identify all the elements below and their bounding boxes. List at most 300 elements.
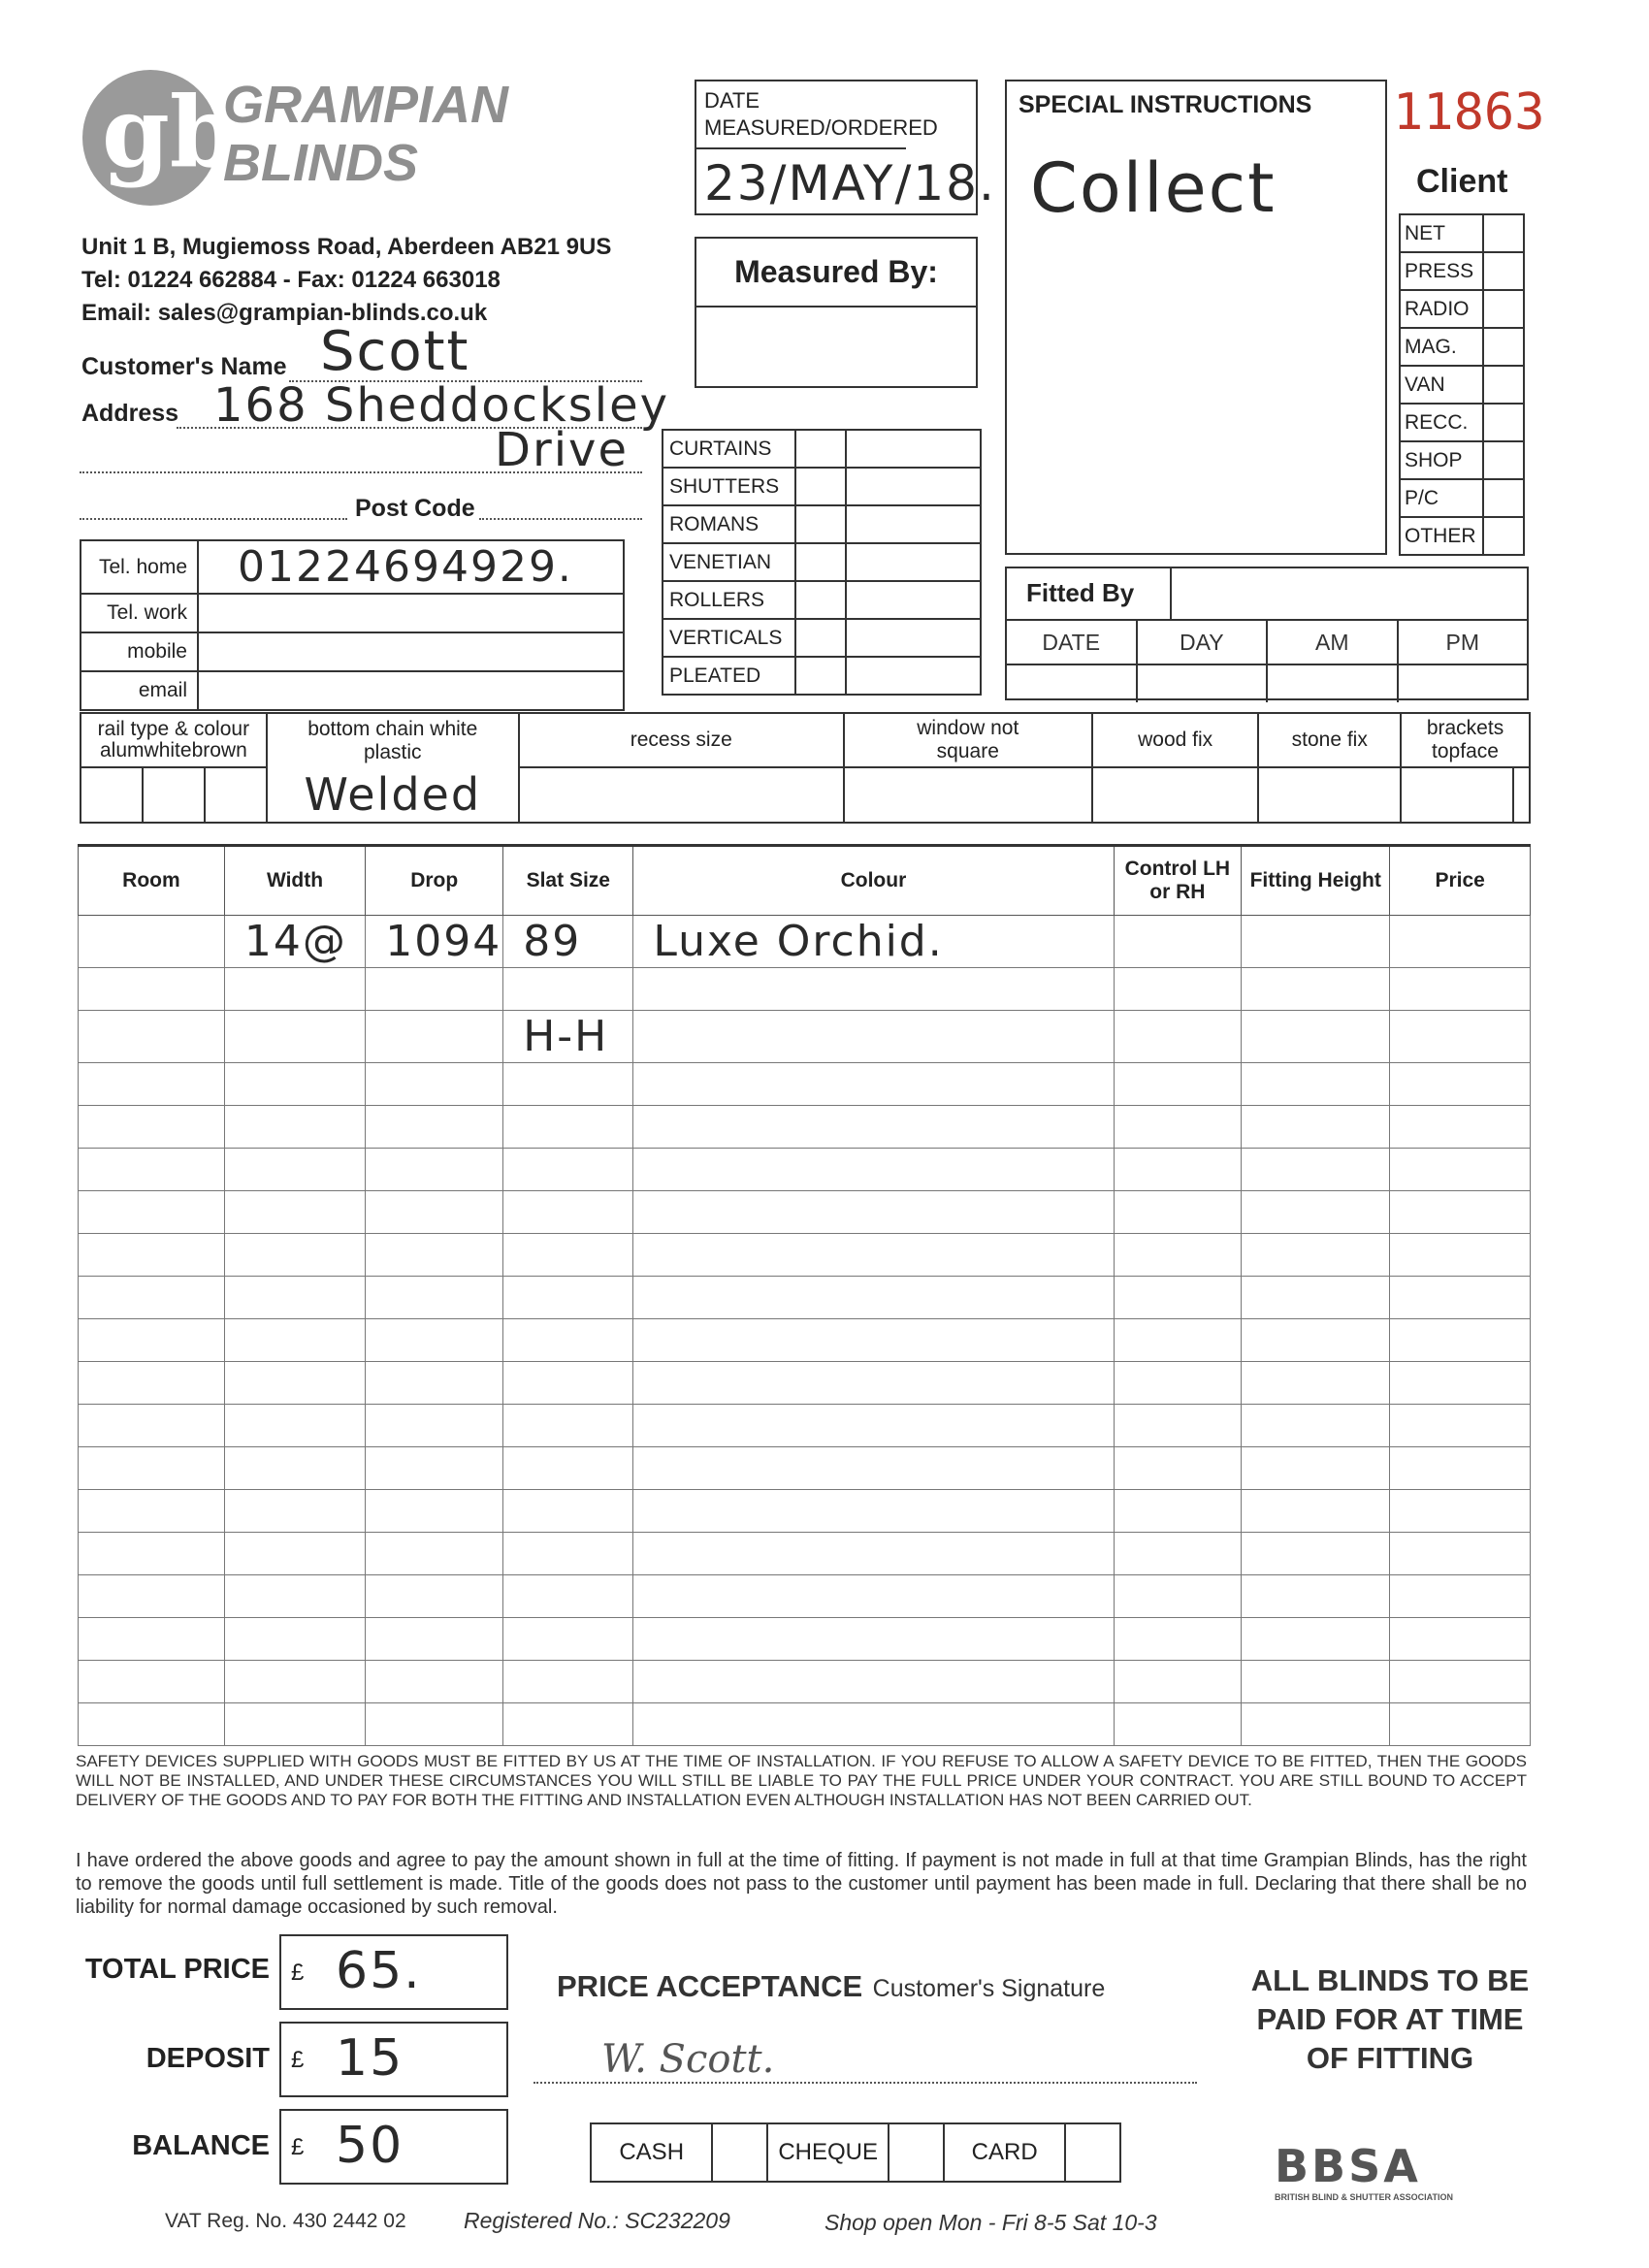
balance-label: BALANCE: [132, 2130, 270, 2161]
blind-type-notes[interactable]: [846, 543, 981, 581]
client-source-checkbox[interactable]: [1483, 517, 1524, 555]
order-row: [79, 1063, 1531, 1106]
fitted-by-column-value[interactable]: [1007, 665, 1138, 702]
order-cell[interactable]: [1390, 1149, 1531, 1191]
client-source-checkbox[interactable]: [1483, 252, 1524, 290]
blind-type-row: [663, 543, 981, 581]
order-cell[interactable]: [1114, 1447, 1242, 1490]
order-cell[interactable]: [224, 968, 365, 1011]
signature-line: [534, 2082, 1197, 2084]
payment-method-checkbox[interactable]: [889, 2123, 944, 2182]
order-cell[interactable]: [1114, 1405, 1242, 1447]
order-cell[interactable]: [366, 968, 503, 1011]
order-cell[interactable]: 1094: [366, 916, 503, 968]
contact-label: Tel. home: [81, 540, 198, 594]
order-cell[interactable]: [366, 1490, 503, 1533]
order-cell[interactable]: [1114, 1319, 1242, 1362]
client-source-row: [1400, 517, 1524, 555]
bottom-chain-label: bottom chain white plastic: [267, 713, 519, 767]
order-cell[interactable]: H-H: [503, 1011, 633, 1063]
order-cell[interactable]: [633, 1063, 1114, 1106]
blind-type-notes[interactable]: [846, 468, 981, 505]
order-row: [79, 1661, 1531, 1703]
order-cell[interactable]: [1390, 1319, 1531, 1362]
order-column-header: Colour: [633, 846, 1114, 916]
order-row: [79, 1703, 1531, 1746]
order-cell[interactable]: [1242, 1575, 1390, 1618]
order-cell[interactable]: [1242, 1447, 1390, 1490]
order-cell[interactable]: [1114, 1277, 1242, 1319]
order-cell[interactable]: [224, 1063, 365, 1106]
client-source-checkbox[interactable]: [1483, 404, 1524, 441]
order-row: [79, 1234, 1531, 1277]
order-cell[interactable]: [366, 1447, 503, 1490]
order-cell[interactable]: [503, 1277, 633, 1319]
total-currency: £: [291, 1960, 305, 1986]
special-instructions-label: SPECIAL INSTRUCTIONS: [1018, 91, 1312, 118]
order-cell[interactable]: [1114, 916, 1242, 968]
total-price-value[interactable]: 65.: [336, 1942, 422, 2000]
blind-type-notes[interactable]: [846, 430, 981, 468]
blind-type-label: ROMANS: [663, 505, 795, 543]
order-row: [79, 916, 1531, 968]
order-cell[interactable]: [503, 1490, 633, 1533]
order-cell[interactable]: [1242, 1319, 1390, 1362]
special-instructions-value[interactable]: Collect: [1030, 148, 1277, 228]
order-cell[interactable]: [224, 1277, 365, 1319]
order-cell[interactable]: [79, 1618, 225, 1661]
blind-type-checkbox[interactable]: [795, 657, 846, 695]
client-source-label: RECC.: [1400, 404, 1483, 441]
order-cell[interactable]: [79, 1011, 225, 1063]
order-row: [79, 1447, 1531, 1490]
price-acceptance-label: PRICE ACCEPTANCE: [557, 1969, 863, 2003]
order-cell[interactable]: [366, 1063, 503, 1106]
order-cell[interactable]: [1114, 1490, 1242, 1533]
client-source-row: [1400, 252, 1524, 290]
order-cell[interactable]: [503, 1447, 633, 1490]
order-cell[interactable]: [633, 1405, 1114, 1447]
order-cell[interactable]: [1390, 1106, 1531, 1149]
order-cell[interactable]: [366, 1661, 503, 1703]
total-price-label: TOTAL PRICE: [84, 1954, 270, 1985]
client-source-checkbox[interactable]: [1483, 214, 1524, 252]
order-cell[interactable]: [224, 1234, 365, 1277]
order-cell[interactable]: [1242, 1234, 1390, 1277]
price-acceptance: [557, 1969, 1105, 2004]
payment-method-label: CASH: [591, 2123, 712, 2182]
order-cell[interactable]: [1390, 1362, 1531, 1405]
order-cell[interactable]: [633, 1703, 1114, 1746]
order-cell[interactable]: [366, 1575, 503, 1618]
order-cell[interactable]: [224, 1533, 365, 1575]
order-cell[interactable]: [503, 968, 633, 1011]
order-cell[interactable]: [633, 1011, 1114, 1063]
blind-type-row: [663, 619, 981, 657]
order-cell[interactable]: [79, 1575, 225, 1618]
order-cell[interactable]: [503, 1319, 633, 1362]
order-cell[interactable]: [503, 1149, 633, 1191]
options-table: [80, 712, 1531, 824]
order-cell[interactable]: [633, 1533, 1114, 1575]
date-value[interactable]: 23/MAY/18.: [704, 155, 996, 211]
date-box: [695, 80, 996, 215]
order-cell[interactable]: [503, 1618, 633, 1661]
measured-by-value[interactable]: [696, 308, 976, 375]
order-cell[interactable]: [1242, 1277, 1390, 1319]
order-cell[interactable]: [1390, 1447, 1531, 1490]
order-column-header: Fitting Height: [1242, 846, 1390, 916]
order-row: [79, 1277, 1531, 1319]
balance-box: [279, 2109, 508, 2185]
postcode-line: [479, 518, 642, 520]
order-cell[interactable]: [1390, 1618, 1531, 1661]
order-cell[interactable]: [366, 1234, 503, 1277]
order-cell[interactable]: [1390, 1277, 1531, 1319]
brown-value[interactable]: [205, 767, 267, 823]
fitted-by-column-value[interactable]: [1138, 665, 1269, 702]
measured-by-box: [695, 237, 978, 388]
order-cell[interactable]: 14@: [224, 916, 365, 968]
order-cell[interactable]: [79, 1490, 225, 1533]
blind-type-notes[interactable]: [846, 619, 981, 657]
client-source-checkbox[interactable]: [1483, 328, 1524, 366]
order-cell[interactable]: [366, 1277, 503, 1319]
order-cell[interactable]: [1114, 968, 1242, 1011]
order-cell[interactable]: [1242, 916, 1390, 968]
order-cell[interactable]: [503, 1106, 633, 1149]
blind-type-notes[interactable]: [846, 581, 981, 619]
order-cell[interactable]: [1114, 1234, 1242, 1277]
order-cell[interactable]: [1114, 1575, 1242, 1618]
blind-type-checkbox[interactable]: [795, 468, 846, 505]
recess-size-label: recess size: [519, 713, 844, 767]
client-source-label: VAN: [1400, 366, 1483, 404]
order-cell[interactable]: [633, 1490, 1114, 1533]
client-source-label: NET: [1400, 214, 1483, 252]
special-instructions-box: [1005, 80, 1387, 555]
order-cell[interactable]: [224, 1490, 365, 1533]
deposit-label: DEPOSIT: [146, 2043, 270, 2074]
client-source-checkbox[interactable]: [1483, 441, 1524, 479]
order-row: [79, 1191, 1531, 1234]
order-cell[interactable]: [633, 1319, 1114, 1362]
order-cell[interactable]: [366, 1191, 503, 1234]
order-cell[interactable]: [1390, 1661, 1531, 1703]
order-cell[interactable]: [224, 1618, 365, 1661]
payment-method-label: CARD: [944, 2123, 1065, 2182]
contact-value[interactable]: [198, 671, 624, 710]
rail-type-header: [81, 713, 267, 767]
order-cell[interactable]: [224, 1703, 365, 1746]
order-cell[interactable]: [79, 916, 225, 968]
order-cell[interactable]: [1114, 1618, 1242, 1661]
order-cell[interactable]: [79, 1277, 225, 1319]
postcode-label: Post Code: [355, 495, 475, 522]
order-cell[interactable]: [1242, 1533, 1390, 1575]
contact-label: Tel. work: [81, 594, 198, 632]
blind-type-checkbox[interactable]: [795, 543, 846, 581]
order-cell[interactable]: [224, 1661, 365, 1703]
fitted-by-column-header: DATE: [1007, 621, 1138, 664]
order-cell[interactable]: [224, 1011, 365, 1063]
order-cell[interactable]: [79, 1533, 225, 1575]
order-cell[interactable]: [503, 1533, 633, 1575]
order-cell[interactable]: 89: [503, 916, 633, 968]
fitted-by-column-value[interactable]: [1268, 665, 1399, 702]
blind-type-label: VERTICALS: [663, 619, 795, 657]
payment-method-checkbox[interactable]: [1065, 2123, 1120, 2182]
brackets-top-label: top: [1432, 740, 1461, 762]
address-line1-value[interactable]: 168 Sheddocksley: [213, 378, 670, 433]
order-cell[interactable]: [1242, 1191, 1390, 1234]
order-cell[interactable]: [366, 1618, 503, 1661]
stone-fix-value[interactable]: [1258, 767, 1401, 823]
order-cell[interactable]: [1114, 1106, 1242, 1149]
order-cell[interactable]: [79, 1106, 225, 1149]
window-not-square-value[interactable]: [844, 767, 1092, 823]
blind-type-label: PLEATED: [663, 657, 795, 695]
fitted-by-value[interactable]: [1172, 568, 1527, 619]
order-column-header: Drop: [366, 846, 503, 916]
order-cell[interactable]: [1242, 1362, 1390, 1405]
order-row: [79, 1106, 1531, 1149]
white-value[interactable]: [143, 767, 205, 823]
blind-type-notes[interactable]: [846, 505, 981, 543]
order-cell[interactable]: [366, 1319, 503, 1362]
order-cell[interactable]: [633, 1277, 1114, 1319]
deposit-value[interactable]: 15: [336, 2029, 404, 2088]
payment-notice: ALL BLINDS TO BE PAID FOR AT TIME OF FITTING: [1250, 1963, 1530, 2075]
customer-signature-label: Customer's Signature: [872, 1975, 1106, 2002]
order-cell[interactable]: [633, 1362, 1114, 1405]
blind-type-notes[interactable]: [846, 657, 981, 695]
customer-signature[interactable]: W. Scott.: [601, 2037, 775, 2082]
order-cell[interactable]: [1242, 1618, 1390, 1661]
company-name: [223, 76, 508, 192]
order-cell[interactable]: [366, 1703, 503, 1746]
blind-type-checkbox[interactable]: [795, 581, 846, 619]
balance-currency: £: [291, 2134, 305, 2160]
contact-value[interactable]: 01224694929.: [198, 540, 624, 594]
order-cell[interactable]: [79, 1234, 225, 1277]
client-label: Client: [1416, 163, 1508, 200]
brackets-face-value[interactable]: [1513, 767, 1530, 823]
order-cell[interactable]: [1242, 1063, 1390, 1106]
order-cell[interactable]: [1390, 968, 1531, 1011]
order-cell[interactable]: [1390, 1533, 1531, 1575]
order-cell[interactable]: [224, 1575, 365, 1618]
brackets-top-value[interactable]: [1401, 767, 1513, 823]
brackets-face-label: face: [1460, 740, 1499, 762]
order-cell[interactable]: [633, 1191, 1114, 1234]
address-line2-value[interactable]: Drive: [495, 423, 629, 477]
order-cell[interactable]: [633, 1661, 1114, 1703]
payment-method-table: [590, 2122, 1121, 2183]
order-cell[interactable]: [1114, 1149, 1242, 1191]
order-cell[interactable]: [224, 1405, 365, 1447]
window-not-square-label: window not square: [844, 713, 1092, 767]
order-cell[interactable]: [366, 1011, 503, 1063]
order-cell[interactable]: [1242, 1149, 1390, 1191]
order-cell[interactable]: [366, 1106, 503, 1149]
order-cell[interactable]: [224, 1362, 365, 1405]
order-cell[interactable]: [1242, 1405, 1390, 1447]
order-cell[interactable]: [1242, 1703, 1390, 1746]
order-cell[interactable]: [633, 1149, 1114, 1191]
fitted-by-column-header: AM: [1268, 621, 1399, 664]
order-cell[interactable]: [633, 968, 1114, 1011]
order-cell[interactable]: [1114, 1063, 1242, 1106]
blind-type-checkbox[interactable]: [795, 505, 846, 543]
order-cell[interactable]: [1242, 1661, 1390, 1703]
order-cell[interactable]: [1390, 1405, 1531, 1447]
order-cell[interactable]: [1114, 1362, 1242, 1405]
order-cell[interactable]: [1390, 1703, 1531, 1746]
order-cell[interactable]: [503, 1575, 633, 1618]
order-row: [79, 1490, 1531, 1533]
order-cell[interactable]: [79, 968, 225, 1011]
order-row: [79, 968, 1531, 1011]
blind-type-checkbox[interactable]: [795, 619, 846, 657]
order-row: [79, 1405, 1531, 1447]
order-row: [79, 1362, 1531, 1405]
order-cell[interactable]: [79, 1191, 225, 1234]
balance-value[interactable]: 50: [336, 2117, 404, 2175]
blind-type-row: [663, 581, 981, 619]
order-cell[interactable]: [633, 1447, 1114, 1490]
customer-name-value[interactable]: Scott: [320, 320, 470, 383]
deposit-box: [279, 2022, 508, 2097]
contact-row: [81, 540, 624, 594]
company-tel-fax: Tel: 01224 662884 - Fax: 01224 663018: [81, 267, 501, 293]
postcode-pre-line: [80, 518, 347, 520]
fitted-by-column-header: PM: [1445, 630, 1479, 655]
order-cell[interactable]: [633, 1106, 1114, 1149]
fitted-by-column-header: DAY: [1138, 621, 1269, 664]
order-cell[interactable]: [503, 1362, 633, 1405]
blind-type-checkbox[interactable]: [795, 430, 846, 468]
order-cell[interactable]: [1390, 916, 1531, 968]
order-cell[interactable]: [224, 1149, 365, 1191]
contact-row: [81, 671, 624, 710]
client-source-row: [1400, 404, 1524, 441]
order-cell[interactable]: [79, 1703, 225, 1746]
client-source-checkbox[interactable]: [1483, 479, 1524, 517]
order-cell[interactable]: [503, 1063, 633, 1106]
payment-method-label: CHEQUE: [767, 2123, 889, 2182]
blind-type-table: [662, 429, 982, 696]
order-cell[interactable]: [366, 1362, 503, 1405]
alum-label: alum: [100, 739, 145, 761]
order-cell[interactable]: [1390, 1490, 1531, 1533]
wood-fix-value[interactable]: [1092, 767, 1259, 823]
wood-fix-label: wood fix: [1092, 713, 1259, 767]
order-cell[interactable]: [503, 1703, 633, 1746]
order-cell[interactable]: Luxe Orchid.: [633, 916, 1114, 968]
order-cell[interactable]: [1390, 1191, 1531, 1234]
blind-type-label: ROLLERS: [663, 581, 795, 619]
order-cell[interactable]: [633, 1234, 1114, 1277]
order-number: 11863: [1393, 83, 1545, 142]
order-cell[interactable]: [1114, 1703, 1242, 1746]
order-column-header: Price: [1390, 846, 1531, 916]
client-source-row: [1400, 441, 1524, 479]
date-label: DATE MEASURED/ORDERED: [696, 81, 906, 149]
order-column-header: Width: [224, 846, 365, 916]
order-cell[interactable]: [1390, 1011, 1531, 1063]
order-row: [79, 1575, 1531, 1618]
total-price-box: [279, 1934, 508, 2010]
order-cell[interactable]: [224, 1106, 365, 1149]
order-cell[interactable]: [224, 1191, 365, 1234]
order-cell[interactable]: [224, 1319, 365, 1362]
order-cell[interactable]: [79, 1405, 225, 1447]
order-cell[interactable]: [366, 1149, 503, 1191]
order-cell[interactable]: [633, 1575, 1114, 1618]
company-logo: [82, 70, 238, 206]
client-source-checkbox[interactable]: [1483, 366, 1524, 404]
order-cell[interactable]: [79, 1447, 225, 1490]
order-cell[interactable]: [633, 1618, 1114, 1661]
order-cell[interactable]: [503, 1405, 633, 1447]
order-cell[interactable]: [1114, 1191, 1242, 1234]
company-name-line2: BLINDS: [223, 134, 418, 192]
order-cell[interactable]: [1114, 1661, 1242, 1703]
order-cell[interactable]: [1242, 1490, 1390, 1533]
payment-method-checkbox[interactable]: [712, 2123, 767, 2182]
stone-fix-label: stone fix: [1258, 713, 1401, 767]
contact-value[interactable]: [198, 594, 624, 632]
order-cell[interactable]: [1390, 1575, 1531, 1618]
client-source-row: [1400, 479, 1524, 517]
bottom-chain-value[interactable]: Welded: [267, 767, 519, 823]
order-cell[interactable]: [79, 1063, 225, 1106]
order-cell[interactable]: [1242, 1106, 1390, 1149]
order-cell[interactable]: [224, 1447, 365, 1490]
order-cell[interactable]: [366, 1405, 503, 1447]
order-column-header: Slat Size: [503, 846, 633, 916]
recess-size-value[interactable]: [519, 767, 844, 823]
client-source-row: [1400, 214, 1524, 252]
order-cell[interactable]: [79, 1319, 225, 1362]
client-source-row: [1400, 290, 1524, 328]
blind-type-label: CURTAINS: [663, 430, 795, 468]
rail-type-label: rail type & colour: [97, 718, 250, 740]
order-cell[interactable]: [1390, 1063, 1531, 1106]
order-row: [79, 1618, 1531, 1661]
order-cell[interactable]: [503, 1234, 633, 1277]
order-table: [78, 844, 1531, 1746]
order-cell[interactable]: [366, 1533, 503, 1575]
order-cell[interactable]: [503, 1191, 633, 1234]
order-cell[interactable]: [79, 1149, 225, 1191]
blind-type-row: [663, 468, 981, 505]
client-source-checkbox[interactable]: [1483, 290, 1524, 328]
alum-value[interactable]: [81, 767, 143, 823]
order-cell[interactable]: [1390, 1234, 1531, 1277]
order-cell[interactable]: [1114, 1011, 1242, 1063]
order-cell[interactable]: [503, 1661, 633, 1703]
order-cell[interactable]: [1114, 1533, 1242, 1575]
order-cell[interactable]: [1242, 1011, 1390, 1063]
order-column-header: Control LH or RH: [1114, 846, 1242, 916]
order-cell[interactable]: [1242, 968, 1390, 1011]
fitted-by-column-value[interactable]: [1399, 665, 1528, 702]
order-cell[interactable]: [79, 1661, 225, 1703]
contact-value[interactable]: [198, 632, 624, 671]
order-cell[interactable]: [79, 1362, 225, 1405]
